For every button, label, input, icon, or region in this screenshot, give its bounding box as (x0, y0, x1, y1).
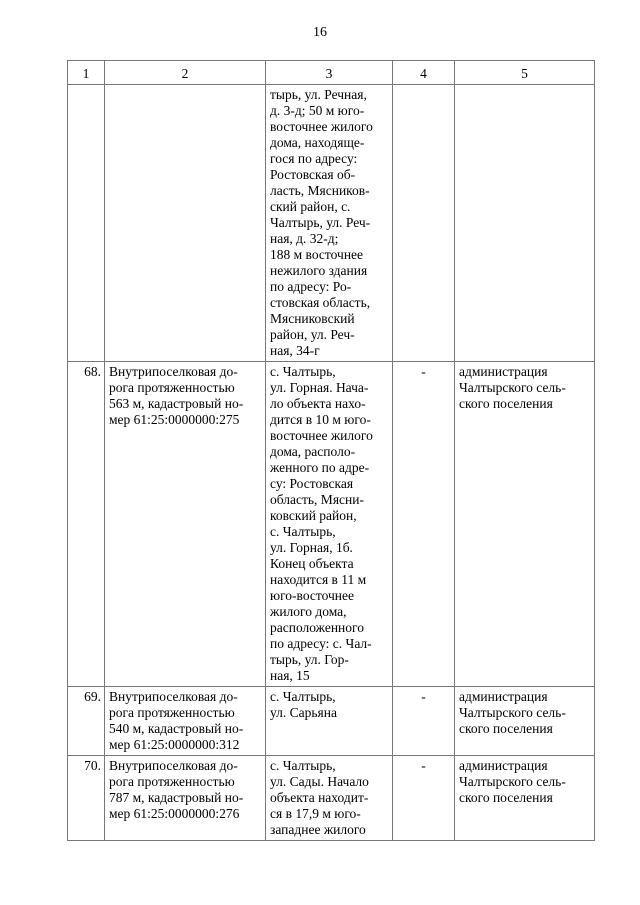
owner-cell (455, 362, 595, 687)
address-line: ная, 15 (270, 668, 310, 683)
row-number-cell (68, 687, 105, 756)
description-line: рога протяженностью (109, 380, 235, 395)
description-line: 540 м, кадастровый но- (109, 721, 244, 736)
address-line: с. Чалтырь, (270, 364, 336, 379)
description-cell (105, 85, 266, 362)
address-line: ул. Сарьяна (270, 705, 337, 720)
description-line: рога протяженностью (109, 705, 235, 720)
address-cell (266, 362, 393, 687)
address-line: восточнее жилого (270, 428, 373, 443)
address-line: восточнее жилого (270, 119, 373, 134)
owner-line: Чалтырского сель- (459, 705, 566, 720)
address-line: 188 м восточнее (270, 247, 364, 262)
table-body (68, 85, 595, 841)
description-line: Внутрипоселковая до- (109, 689, 238, 704)
column-header: 3 (266, 61, 393, 85)
address-line: ул. Горная, 1б. (270, 540, 353, 555)
column-header: 2 (105, 61, 266, 85)
address-line: стовская область, (270, 295, 371, 310)
address-line: Чалтырь, ул. Реч- (270, 215, 371, 230)
row-number: 70. (84, 758, 101, 773)
description-cell (105, 687, 266, 756)
description-line: мер 61:25:0000000:276 (109, 806, 240, 821)
column4-cell (393, 362, 455, 687)
owner-line: ского поселения (459, 790, 553, 805)
address-line: гося по адресу: (270, 151, 358, 166)
address-line: су: Ростовская (270, 476, 354, 491)
column-header: 1 (68, 61, 105, 85)
address-line: жилого дома, (270, 604, 347, 619)
column-header: 5 (455, 61, 595, 85)
owner-line: Чалтырского сель- (459, 774, 566, 789)
owner-cell (455, 85, 595, 362)
column4-value: - (421, 689, 426, 704)
owner-cell (455, 756, 595, 841)
column4-value: - (421, 364, 426, 379)
address-cell (266, 85, 393, 362)
owner-line: администрация (459, 364, 548, 379)
address-cell (266, 687, 393, 756)
row-number-cell (68, 756, 105, 841)
address-line: район, ул. Реч- (270, 327, 355, 342)
property-table (67, 60, 595, 841)
address-line: объекта находит- (270, 790, 369, 805)
table-header-row (68, 61, 595, 85)
description-line: 787 м, кадастровый но- (109, 790, 244, 805)
description-cell (105, 362, 266, 687)
address-line: дома, располо- (270, 444, 356, 459)
column-header: 4 (393, 61, 455, 85)
address-line: область, Мясни- (270, 492, 364, 507)
description-line: 563 м, кадастровый но- (109, 396, 244, 411)
address-line: Конец объекта (270, 556, 354, 571)
row-number-cell (68, 362, 105, 687)
address-line: ул. Горная. Нача- (270, 380, 369, 395)
address-line: ласть, Мясников- (270, 183, 370, 198)
description-line: мер 61:25:0000000:275 (109, 412, 240, 427)
column4-cell (393, 756, 455, 841)
column4-cell (393, 85, 455, 362)
owner-line: ского поселения (459, 396, 553, 411)
address-line: расположенного (270, 620, 364, 635)
address-line: женного по адре- (270, 460, 370, 475)
description-line: Внутрипоселковая до- (109, 364, 238, 379)
page-number: 16 (313, 25, 327, 40)
address-line: с. Чалтырь, (270, 689, 336, 704)
address-line: находится в 11 м (270, 572, 367, 587)
address-line: юго-восточнее (270, 588, 355, 603)
row-number: 69. (84, 689, 101, 704)
description-line: Внутрипоселковая до- (109, 758, 238, 773)
address-cell (266, 756, 393, 841)
address-line: ся в 17,9 м юго- (270, 806, 361, 821)
owner-line: Чалтырского сель- (459, 380, 566, 395)
address-line: нежилого здания (270, 263, 368, 278)
row-number: 68. (84, 364, 101, 379)
address-line: ский район, с. (270, 199, 351, 214)
owner-line: администрация (459, 758, 548, 773)
address-line: тырь, ул. Гор- (270, 652, 349, 667)
address-line: ул. Сады. Начало (270, 774, 369, 789)
address-line: ная, д. 32-д; (270, 231, 339, 246)
owner-cell (455, 687, 595, 756)
address-line: ная, 34-г (270, 343, 320, 358)
owner-line: администрация (459, 689, 548, 704)
address-line: дома, находяще- (270, 135, 365, 150)
column4-value: - (421, 758, 426, 773)
address-line: по адресу: Ро- (270, 279, 352, 294)
table-row (68, 756, 595, 841)
address-line: Мясниковский (270, 311, 355, 326)
address-line: западнее жилого (270, 822, 366, 837)
column4-cell (393, 687, 455, 756)
address-line: Ростовская об- (270, 167, 356, 182)
address-line: с. Чалтырь, (270, 524, 336, 539)
address-line: с. Чалтырь, (270, 758, 336, 773)
row-number-cell (68, 85, 105, 362)
description-line: рога протяженностью (109, 774, 235, 789)
description-cell (105, 756, 266, 841)
address-line: ковский район, (270, 508, 357, 523)
description-line: мер 61:25:0000000:312 (109, 737, 240, 752)
address-line: дится в 10 м юго- (270, 412, 371, 427)
address-line: по адресу: с. Чал- (270, 636, 372, 651)
address-line: д. 3-д; 50 м юго- (270, 103, 365, 118)
table-row (68, 85, 595, 362)
table-row (68, 362, 595, 687)
address-line: тырь, ул. Речная, (270, 87, 367, 102)
address-line: ло объекта нахо- (270, 396, 366, 411)
owner-line: ского поселения (459, 721, 553, 736)
table-row (68, 687, 595, 756)
